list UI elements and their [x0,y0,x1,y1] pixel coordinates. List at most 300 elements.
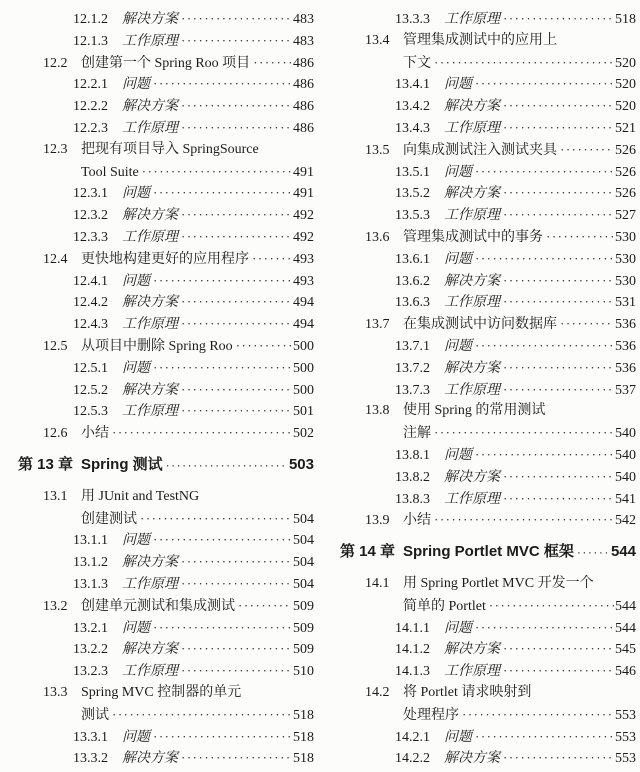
toc-entry-row [18,95,314,117]
entry-number: 12.6 [43,426,68,442]
entry-number: 13.8.1 [395,447,430,463]
entry-page: 521 [615,120,636,136]
entry-page: 501 [293,404,314,420]
entry-title: 用 JUnit and TestNG [81,488,200,504]
toc-entry-row [18,617,314,639]
entry-continuation: Tool Suite [81,164,139,180]
entry-title: 解决方案 [444,273,500,289]
entry-page: 504 [293,576,314,592]
toc-entry-row [340,248,636,270]
dot-leader [179,660,292,683]
entry-title: 工作原理 [122,576,178,592]
entry-title: 使用 Spring 的常用测试 [403,403,546,419]
toc-entry-continuation-row [340,595,636,617]
entry-number: 13.4.1 [395,77,430,93]
entry-number: 12.3.2 [73,208,108,224]
entry-number: 12.5.2 [73,382,108,398]
entry-page: 500 [293,360,314,376]
toc-entry-continuation-row [340,52,636,74]
entry-title: 工作原理 [122,229,178,245]
entry-title: 小结 [403,513,431,529]
entry-page: 502 [293,426,314,442]
entry-number: 13.7.3 [395,382,430,398]
entry-page: 491 [293,164,314,180]
dot-leader [179,573,292,596]
toc-entry-row [18,182,314,204]
toc-entry-row [340,95,636,117]
entry-page: 509 [293,642,314,658]
dot-leader [179,8,292,31]
entry-number: 12.5.1 [73,360,108,376]
entry-number: 13.3 [43,684,68,700]
entry-title: 解决方案 [444,360,500,376]
entry-page: 500 [293,338,314,354]
dot-leader [138,508,292,531]
entry-number: 14.2 [365,684,390,700]
dot-leader [251,52,292,75]
entry-number: 13.3.2 [73,751,108,767]
entry-page: 540 [615,447,636,463]
dot-leader [151,270,292,293]
dot-leader [179,747,292,770]
toc-entry-row [18,551,314,573]
entry-page: 500 [293,382,314,398]
entry-title: 小结 [81,426,109,442]
entry-title: 解决方案 [122,99,178,115]
toc-entry-row [340,444,636,466]
entry-page: 520 [615,77,636,93]
toc-entry-row [18,204,314,226]
entry-continuation: 处理程序 [403,707,459,723]
toc-entry-row [18,248,314,270]
entry-number: 13.7.2 [395,360,430,376]
dot-leader [179,291,292,314]
toc-entry-row [340,161,636,183]
entry-number: 12.2 [43,55,68,71]
entry-page: 494 [293,295,314,311]
toc-entry-row [340,73,636,95]
entry-number: 14.2.1 [395,729,430,745]
toc-entry-row [340,617,636,639]
entry-title: 问题 [444,447,472,463]
entry-number: 13.2.2 [73,642,108,658]
toc-entry-row [340,139,636,161]
entry-title: 工作原理 [444,12,500,27]
dot-leader [558,313,614,336]
entry-title: 更快地构建更好的应用程序 [81,251,249,267]
toc-entry-continuation-row [18,508,314,530]
entry-number: 12.4.3 [73,317,108,333]
entry-page: 509 [293,598,314,614]
entry-number: 13.4.2 [395,99,430,115]
entry-continuation: 简单的 Portlet [403,598,486,614]
entry-page: 553 [615,729,636,745]
dot-leader [501,182,614,205]
entry-title: 解决方案 [444,642,500,658]
entry-number: 13.2.1 [73,620,108,636]
entry-page: 553 [615,751,636,767]
entry-title: 解决方案 [444,751,500,767]
entry-page: 540 [615,469,636,485]
entry-page: 504 [293,511,314,527]
entry-title: 将 Portlet 请求映射到 [403,684,532,700]
toc-column-1 [18,8,314,772]
entry-page: 541 [615,491,636,507]
dot-leader [236,595,292,618]
dot-leader [151,726,292,749]
dot-leader [234,335,292,358]
entry-number: 14.1.2 [395,642,430,658]
toc-entry-row [18,117,314,139]
entry-title: 解决方案 [444,186,500,202]
entry-title: 解决方案 [122,208,178,224]
dot-leader [432,509,614,532]
entry-number: 12.4 [43,251,68,267]
dot-leader [140,161,292,184]
entry-title: 工作原理 [444,208,500,224]
dot-leader [558,139,614,162]
entry-continuation: 注解 [403,426,431,442]
dot-leader [151,357,292,380]
dot-leader [179,638,292,661]
entry-page: 486 [293,77,314,93]
entry-number: 12.5.3 [73,404,108,420]
entry-title: 解决方案 [122,12,178,27]
dot-leader [501,488,614,511]
dot-leader [179,551,292,574]
toc-entry-row [18,529,314,551]
toc-entry-row [18,52,314,74]
toc-entry-row [18,747,314,769]
entry-continuation: 下文 [403,55,431,71]
entry-page: 483 [293,12,314,27]
entry-page: 526 [615,186,636,202]
dot-leader [110,704,292,727]
entry-number: 12.3.1 [73,186,108,202]
entry-title: 工作原理 [122,404,178,420]
toc-entry-row [18,226,314,248]
dot-leader [179,400,292,423]
entry-page: 546 [615,664,636,680]
toc-entry-row [340,30,636,52]
entry-title: 从项目中删除 Spring Roo [81,338,233,354]
dot-leader [473,161,614,184]
toc-entry-row [18,638,314,660]
entry-number: 13.7.1 [395,338,430,354]
entry-continuation: 创建测试 [81,511,137,527]
entry-number: 13.3.3 [395,12,430,27]
toc-entry-row [340,357,636,379]
toc-entry-row [18,30,314,52]
entry-page: 526 [615,142,636,158]
toc-entry-row [340,726,636,748]
entry-number: 13.6 [365,229,390,245]
toc-entry-row [18,291,314,313]
toc-entry-row [18,726,314,748]
entry-page: 483 [293,33,314,49]
entry-page: 492 [293,208,314,224]
entry-title: 向集成测试注入测试夹具 [403,142,557,158]
entry-title: 工作原理 [444,664,500,680]
entry-page: 530 [615,229,636,245]
dot-leader [179,95,292,118]
entry-page: 503 [288,455,314,473]
entry-page: 520 [615,55,636,71]
dot-leader [473,335,614,358]
toc-entry-row [18,400,314,422]
toc-entry-row [340,747,636,769]
entry-title: Spring 测试 [81,455,163,473]
dot-leader [179,204,292,227]
entry-page: 491 [293,186,314,202]
dot-leader [250,248,292,271]
entry-number: 12.1.3 [73,33,108,49]
toc-entry-row [340,226,636,248]
entry-number: 13.5.3 [395,208,430,224]
entry-page: 518 [293,707,314,723]
entry-title: 在集成测试中访问数据库 [403,317,557,333]
toc-entry-row [340,182,636,204]
entry-page: 486 [293,99,314,115]
entry-page: 494 [293,317,314,333]
entry-page: 553 [615,707,636,723]
toc-entry-row [18,270,314,292]
toc-entry-row [18,8,314,30]
toc-entry-row [340,291,636,313]
entry-page: 545 [615,642,636,658]
toc-entry-row [340,313,636,335]
entry-page: 486 [293,120,314,136]
toc-column-2 [340,8,636,772]
entry-number: 13.5 [365,142,390,158]
entry-number: 13.8.3 [395,491,430,507]
entry-page: 504 [293,555,314,571]
entry-page: 536 [615,317,636,333]
toc-entry-continuation-row [18,704,314,726]
entry-number: 12.2.1 [73,77,108,93]
entry-title: 问题 [444,338,472,354]
entry-title: 解决方案 [444,469,500,485]
entry-number: 13.3.1 [73,729,108,745]
dot-leader [473,73,614,96]
dot-leader [179,30,292,53]
entry-title: 创建单元测试和集成测试 [81,598,235,614]
entry-title: 问题 [122,533,150,549]
dot-leader [501,204,614,227]
entry-page: 518 [293,751,314,767]
dot-leader [151,182,292,205]
dot-leader [473,726,614,749]
entry-title: 管理集成测试中的应用上 [403,32,557,48]
toc-entry-row [18,595,314,617]
dot-leader [164,454,288,477]
entry-title: 管理集成测试中的事务 [403,229,543,245]
toc-entry-row [340,509,636,531]
dot-leader [501,270,614,293]
entry-number: 13.1.1 [73,533,108,549]
toc-entry-row [340,270,636,292]
entry-number: 12.4.1 [73,273,108,289]
entry-title: 用 Spring Portlet MVC 开发一个 [403,575,594,591]
dot-leader [179,379,292,402]
entry-title: 工作原理 [122,33,178,49]
toc-entry-continuation-row [340,422,636,444]
dot-leader [501,379,614,402]
toc-entry-continuation-row [18,161,314,183]
toc-entry-row [18,335,314,357]
dot-leader [179,313,292,336]
entry-page: 540 [615,426,636,442]
toc-entry-row [340,335,636,357]
entry-title: 问题 [444,77,472,93]
entry-page: 518 [615,12,636,27]
entry-page: 526 [615,164,636,180]
entry-title: 解决方案 [444,99,500,115]
dot-leader [473,444,614,467]
entry-page: 544 [610,543,636,561]
entry-title: 问题 [122,77,150,93]
dot-leader [501,747,614,770]
dot-leader [501,638,614,661]
dot-leader [110,422,292,445]
toc-entry-row [18,357,314,379]
entry-page: 504 [293,533,314,549]
toc-entry-row [340,400,636,422]
entry-title: 解决方案 [122,751,178,767]
entry-number: 13.5.2 [395,186,430,202]
entry-title: 工作原理 [444,491,500,507]
entry-title: 问题 [444,729,472,745]
dot-leader [432,422,614,445]
dot-leader [501,660,614,683]
entry-title: 问题 [122,186,150,202]
entry-number: 13.6.1 [395,251,430,267]
entry-title: 解决方案 [122,382,178,398]
dot-leader [179,117,292,140]
entry-title: 工作原理 [122,317,178,333]
entry-title: 问题 [122,273,150,289]
entry-title: 问题 [444,620,472,636]
entry-title: Spring Portlet MVC 框架 [403,543,574,561]
entry-number: 14.1.3 [395,664,430,680]
entry-number: 13.4.3 [395,120,430,136]
dot-leader [575,541,610,564]
entry-title: 工作原理 [444,120,500,136]
entry-page: 486 [293,55,314,71]
toc-entry-row [18,660,314,682]
entry-title: 把现有项目导入 SpringSource [81,141,259,157]
dot-leader [460,704,614,727]
entry-continuation: 测试 [81,707,109,723]
entry-page: 518 [293,729,314,745]
toc-entry-row [18,682,314,704]
entry-page: 510 [293,664,314,680]
toc-entry-row [18,73,314,95]
entry-page: 493 [293,251,314,267]
toc-chapter-row [18,454,314,476]
entry-title: 解决方案 [122,295,178,311]
toc-entry-row [340,638,636,660]
entry-page: 544 [615,598,636,614]
toc-entry-row [340,8,636,30]
dot-leader [151,73,292,96]
entry-number: 13.4 [365,32,390,48]
entry-number: 13.8 [365,403,390,419]
toc-entry-row [18,422,314,444]
entry-page: 537 [615,382,636,398]
dot-leader [501,466,614,489]
entry-number: 13.9 [365,513,390,529]
dot-leader [487,595,614,618]
entry-number: 13.2 [43,598,68,614]
entry-page: 509 [293,620,314,636]
entry-page: 536 [615,360,636,376]
entry-number: 12.5 [43,338,68,354]
toc-entry-row [18,313,314,335]
entry-number: 13.2.3 [73,664,108,680]
entry-page: 531 [615,295,636,311]
toc-entry-row [340,488,636,510]
entry-title: 创建第一个 Spring Roo 项目 [81,55,251,71]
entry-page: 542 [615,513,636,529]
entry-number: 12.3.3 [73,229,108,245]
entry-title: 解决方案 [122,555,178,571]
entry-number: 12.4.2 [73,295,108,311]
entry-number: 12.2.3 [73,120,108,136]
dot-leader [151,529,292,552]
entry-number: 12.1.2 [73,12,108,27]
entry-number: 13.5.1 [395,164,430,180]
entry-title: 工作原理 [122,664,178,680]
dot-leader [544,226,614,249]
dot-leader [501,95,614,118]
entry-number: 13.6.2 [395,273,430,289]
entry-title: Spring MVC 控制器的单元 [81,684,242,700]
dot-leader [151,617,292,640]
toc-entry-row [340,573,636,595]
entry-title: 问题 [444,251,472,267]
entry-page: 530 [615,251,636,267]
dot-leader [501,357,614,380]
toc-entry-row [340,379,636,401]
entry-title: 问题 [122,729,150,745]
dot-leader [473,248,614,271]
entry-number: 13.1 [43,488,68,504]
toc-entry-row [18,573,314,595]
entry-number: 13.1.3 [73,576,108,592]
entry-number: 12.3 [43,141,68,157]
entry-number: 13.8.2 [395,469,430,485]
entry-page: 527 [615,208,636,224]
toc-entry-row [340,466,636,488]
dot-leader [179,226,292,249]
entry-page: 530 [615,273,636,289]
toc-chapter-row [340,541,636,563]
toc-entry-row [340,682,636,704]
entry-number: 14.2.2 [395,751,430,767]
entry-number: 14.1.1 [395,620,430,636]
toc-entry-row [340,204,636,226]
entry-title: 工作原理 [122,120,178,136]
entry-title: 工作原理 [444,295,500,311]
entry-title: 工作原理 [444,382,500,398]
entry-number: 13.1.2 [73,555,108,571]
entry-number: 14.1 [365,575,390,591]
entry-page: 536 [615,338,636,354]
entry-number: 13.6.3 [395,295,430,311]
entry-number: 13.7 [365,317,390,333]
toc-entry-row [18,139,314,161]
